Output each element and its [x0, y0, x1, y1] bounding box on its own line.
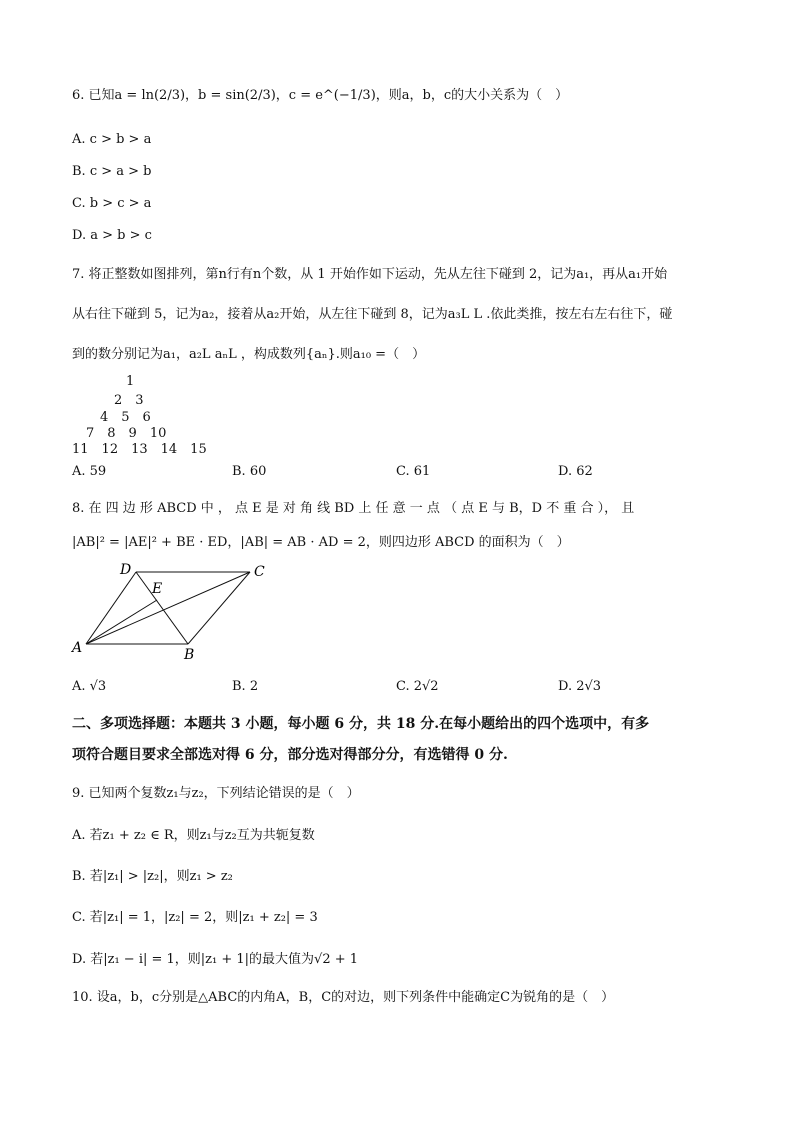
- q8-option-c: C. 2√2: [396, 679, 439, 694]
- q7-option-b: B. 60: [232, 464, 267, 479]
- q8-option-b: B. 2: [232, 679, 259, 694]
- quadrilateral-figure: [70, 560, 270, 666]
- q8-option-a: A. √3: [72, 679, 107, 694]
- q10-stem: 10. 设a，b，c分别是△ABC的内角A，B，C的对边，则下列条件中能确定C为锐角的是（ ）: [72, 990, 615, 1005]
- q6-stem: 6. 已知a = ln(2/3)，b = sin(2/3)，c = e^(−1/3)，则a，b，c的大小关系为（ ）: [72, 88, 569, 103]
- triangle-row-3: 4 5 6: [100, 410, 151, 425]
- q9-option-a: A. 若z₁ + z₂ ∈ R，则z₁与z₂互为共轭复数: [72, 828, 315, 843]
- q6-option-d: D. a > b > c: [72, 228, 152, 243]
- triangle-row-2: 2 3: [114, 393, 144, 408]
- q6-option-a: A. c > b > a: [72, 132, 152, 147]
- q7-line-1: 7. 将正整数如图排列，第n行有n个数，从 1 开始作如下运动，先从左往下碰到 2，记为a₁，再从a₁开始: [72, 267, 668, 282]
- q6-option-c: C. b > c > a: [72, 196, 152, 211]
- section-2-heading-line-1: 二、多项选择题：本题共 3 小题，每小题 6 分，共 18 分.在每小题给出的四个选项中，有多: [72, 716, 650, 732]
- label-d: D: [120, 562, 132, 578]
- q6-option-b: B. c > a > b: [72, 164, 152, 179]
- triangle-row-4: 7 8 9 10: [86, 426, 167, 441]
- q9-option-c: C. 若|z₁| = 1，|z₂| = 2，则|z₁ + z₂| = 3: [72, 910, 318, 925]
- triangle-row-5: 11 12 13 14 15: [72, 442, 207, 457]
- segment-cb: [188, 572, 250, 644]
- q7-line-3: 到的数分别记为a₁，a₂L aₙL ，构成数列{aₙ}.则a₁₀ =（ ）: [72, 347, 426, 362]
- q8-option-d: D. 2√3: [558, 679, 602, 694]
- q7-line-2: 从右往下碰到 5，记为a₂，接着从a₂开始，从左往下碰到 8，记为a₃L L .依此类推，按左右左右往下，碰: [72, 307, 673, 322]
- q9-stem: 9. 已知两个复数z₁与z₂，下列结论错误的是（ ）: [72, 786, 360, 801]
- label-e: E: [152, 581, 163, 597]
- number-triangle: [72, 374, 212, 456]
- q7-option-c: C. 61: [396, 464, 431, 479]
- q8-line-1: 8. 在 四 边 形 ABCD 中 ， 点 E 是 对 角 线 BD 上 任 意 一 点 （ 点 E 与 B，D 不 重 合 ）， 且: [72, 501, 635, 516]
- q7-option-d: D. 62: [558, 464, 593, 479]
- q7-option-a: A. 59: [72, 464, 107, 479]
- segment-ae: [86, 600, 157, 644]
- label-c: C: [254, 564, 265, 580]
- section-2-heading-line-2: 项符合题目要求全部选对得 6 分，部分选对得部分分，有选错得 0 分.: [72, 747, 508, 763]
- triangle-row-1: 1: [126, 374, 135, 389]
- q9-option-d: D. 若|z₁ − i| = 1，则|z₁ + 1|的最大值为√2 + 1: [72, 952, 359, 967]
- label-b: B: [184, 647, 195, 662]
- label-a: A: [72, 640, 83, 656]
- q8-line-2: |AB|² = |AE|² + BE · ED，|AB| = AB · AD = 2，则四边形 ABCD 的面积为（ ）: [72, 535, 570, 550]
- q9-option-b: B. 若|z₁| > |z₂|，则z₁ > z₂: [72, 869, 233, 884]
